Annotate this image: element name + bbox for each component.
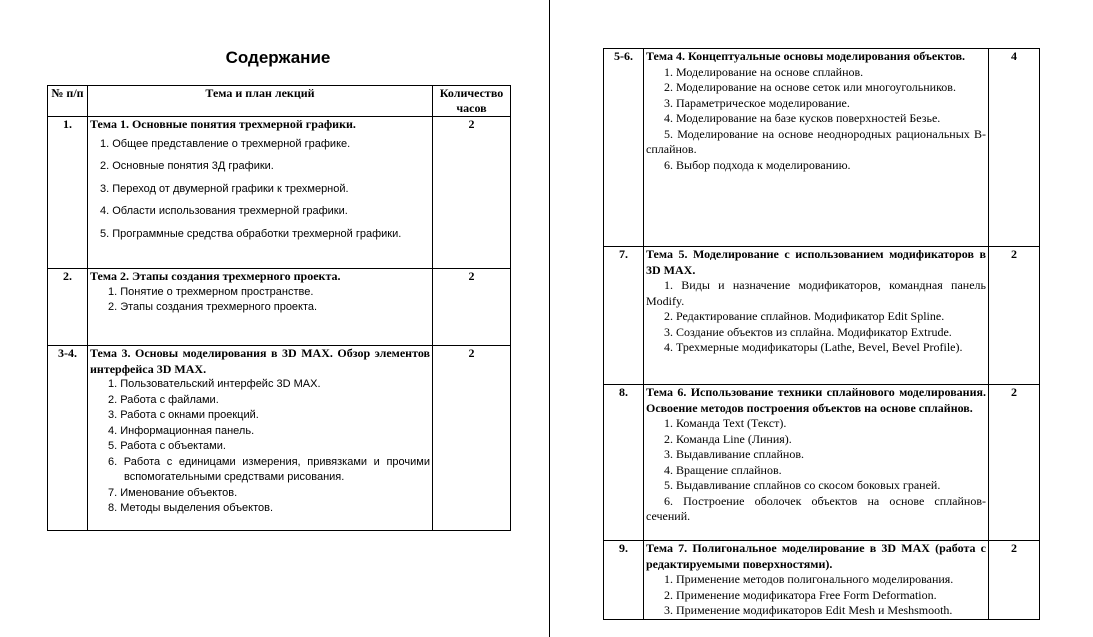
- row-number: 1.: [48, 117, 88, 269]
- page-title: Содержание: [225, 48, 331, 67]
- table-row: [48, 117, 511, 269]
- list-item: 4. Моделирование на базе кусков поверхностей Безье.: [664, 111, 941, 125]
- list-item: 6. Выбор подхода к моделированию.: [664, 157, 851, 172]
- list-item: 4. Трехмерные модификаторы (Lathe, Bevel, Bevel Profile).: [664, 340, 963, 354]
- lecture-plan-list: [90, 377, 430, 517]
- row-topic-cell: [644, 385, 989, 541]
- list-item: 5. Моделирование на основе неоднородных рациональных В-сплайнов.: [646, 126, 986, 156]
- list-item: 2. Этапы создания трехмерного проекта.: [108, 301, 318, 313]
- lecture-plan-list: [90, 133, 430, 246]
- row-number: 5-6.: [604, 49, 644, 247]
- lecture-plan-list: [646, 572, 986, 619]
- row-topic-cell: [88, 269, 433, 346]
- list-item: 5. Выдавливание сплайнов со скосом боковых граней.: [664, 478, 941, 492]
- list-item: 3. Применение модификаторов Edit Mesh и Meshsmooth.: [664, 603, 953, 617]
- list-item: 1. Моделирование на основе сплайнов.: [664, 64, 864, 79]
- row-hours: 2: [433, 117, 511, 269]
- list-item: 2. Моделирование на основе сеток или многоугольников.: [664, 80, 956, 94]
- row-topic-cell: [644, 541, 989, 620]
- page-divider: [549, 0, 550, 637]
- topic-title: Тема 2. Этапы создания трехмерного проекта.: [90, 269, 341, 283]
- list-item: 1. Виды и назначение модификаторов, командная панель Modify.: [646, 278, 986, 308]
- list-item: 5. Программные средства обработки трехмерной графики.: [100, 227, 402, 240]
- row-number: 7.: [604, 247, 644, 385]
- list-item: 1. Понятие о трехмерном пространстве.: [108, 285, 314, 298]
- row-number: 8.: [604, 385, 644, 541]
- list-item: 2. Работа с файлами.: [108, 393, 219, 406]
- list-item: 5. Работа с объектами.: [108, 440, 226, 452]
- row-number: 3-4.: [48, 346, 88, 531]
- list-item: 1. Пользовательский интерфейс 3D MAX.: [108, 378, 321, 390]
- list-item: 3. Переход от двумерной графики к трехмерной.: [100, 182, 349, 195]
- header-num: № п/п: [48, 86, 88, 117]
- table-row: [604, 247, 1040, 385]
- list-item: 4. Информационная панель.: [108, 424, 255, 437]
- row-topic-cell: [644, 49, 989, 247]
- row-number: 9.: [604, 541, 644, 620]
- header-hours: Количество часов: [433, 86, 511, 117]
- row-hours: 2: [433, 269, 511, 346]
- row-hours: 4: [989, 49, 1040, 247]
- list-item: 8. Методы выделения объектов.: [108, 502, 274, 514]
- topic-title: Тема 5. Моделирование с использованием модификаторов в 3D MAX.: [646, 247, 986, 277]
- list-item: 2. Основные понятия 3Д графики.: [100, 160, 274, 172]
- list-item: 3. Работа с окнами проекций.: [108, 409, 259, 421]
- list-item: 3. Создание объектов из сплайна. Модификатор Extrude.: [664, 324, 952, 339]
- list-item: 3. Параметрическое моделирование.: [664, 95, 850, 110]
- list-item: 1. Применение методов полигонального моделирования.: [664, 572, 954, 586]
- list-item: 1. Общее представление о трехмерной графике.: [100, 137, 351, 150]
- topic-title: Тема 1. Основные понятия трехмерной графики.: [90, 117, 356, 131]
- list-item: 6. Работа с единицами измерения, привязками и прочими вспомогательными средствами рисования.: [108, 455, 430, 483]
- list-item: 4. Области использования трехмерной графики.: [100, 205, 348, 217]
- table-header-row: [48, 86, 511, 117]
- list-item: 2. Редактирование сплайнов. Модификатор Edit Spline.: [664, 309, 945, 323]
- list-item: 2. Применение модификатора Free Form Deformation.: [664, 587, 937, 602]
- row-hours: 2: [989, 541, 1040, 620]
- table-row: [48, 346, 511, 531]
- row-hours: 2: [433, 346, 511, 531]
- row-topic-cell: [88, 117, 433, 269]
- table-row: [604, 541, 1040, 620]
- topic-title: Тема 3. Основы моделирования в 3D MAX. Обзор элементов интерфейса 3D MAX.: [90, 346, 430, 376]
- row-hours: 2: [989, 385, 1040, 541]
- row-number: 2.: [48, 269, 88, 346]
- list-item: 1. Команда Text (Текст).: [664, 416, 787, 430]
- lecture-plan-list: [646, 65, 986, 174]
- list-item: 4. Вращение сплайнов.: [664, 462, 782, 477]
- left-contents-table: [47, 85, 511, 531]
- table-row: [48, 269, 511, 346]
- right-contents-table: [603, 48, 1040, 620]
- row-topic-cell: [644, 247, 989, 385]
- topic-title: Тема 6. Использование техники сплайнового моделирования. Освоение методов построения объектов на основе сплайнов.: [646, 385, 986, 415]
- list-item: 2. Команда Line (Линия).: [664, 431, 792, 446]
- table-row: [604, 385, 1040, 541]
- row-topic-cell: [88, 346, 433, 531]
- list-item: 6. Построение оболочек объектов на основе сплайнов-сечений.: [646, 493, 986, 523]
- row-hours: 2: [989, 247, 1040, 385]
- lecture-plan-list: [90, 285, 430, 316]
- lecture-plan-list: [646, 416, 986, 525]
- topic-title: Тема 7. Полигональное моделирование в 3D MAX (работа с редактируемыми поверхностями).: [646, 541, 986, 571]
- lecture-plan-list: [646, 278, 986, 356]
- list-item: 3. Выдавливание сплайнов.: [664, 447, 804, 461]
- list-item: 7. Именование объектов.: [108, 486, 238, 499]
- table-row: [604, 49, 1040, 247]
- topic-title: Тема 4. Концептуальные основы моделирования объектов.: [646, 49, 966, 63]
- header-topic: Тема и план лекций: [88, 86, 433, 117]
